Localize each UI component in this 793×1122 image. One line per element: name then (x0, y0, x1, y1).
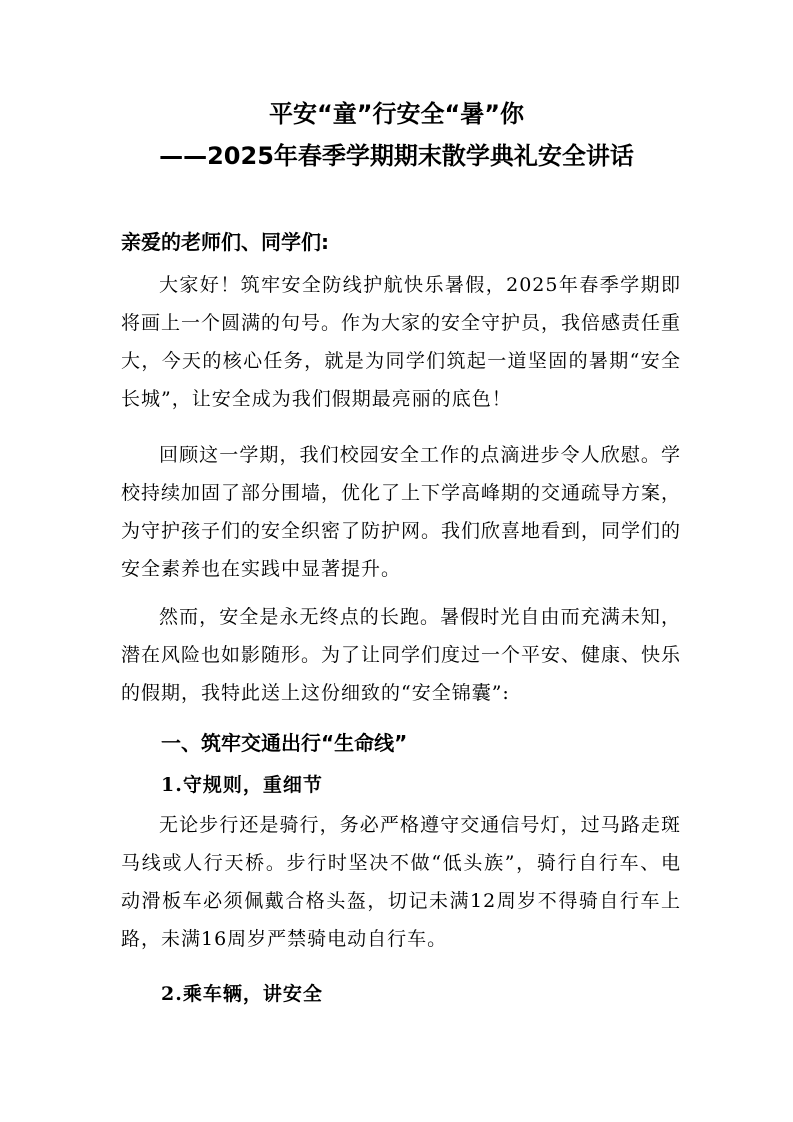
subheading: 2.乘车辆，讲安全 (161, 983, 323, 1005)
body-paragraph: 大家好！筑牢安全防线护航快乐暑假，2025年春季学期即将画上一个圆满的句号。作为大家的安全守护员，我倍感责任重大，今天的核心任务，就是为同学们筑起一道坚固的暑期“安全长城”，让安全成为我们假期最亮丽的底色！ (121, 274, 682, 410)
greeting: 亲爱的老师们、同学们: (121, 230, 329, 254)
section-heading: 一、筑牢交通出行“生命线” (161, 731, 408, 755)
subheading: 1.守规则，重细节 (161, 774, 323, 796)
body-paragraph: 然而，安全是永无终点的长跑。暑假时光自由而充满未知，潜在风险也如影随形。为了让同学们度过一个平安、健康、快乐的假期，我特此送上这份细致的“安全锦囊”: (121, 606, 682, 704)
body-paragraph: 回顾这一学期，我们校园安全工作的点滴进步令人欣慰。学校持续加固了部分围墙，优化了上下学高峰期的交通疏导方案，为守护孩子们的安全织密了防护网。我们欣喜地看到，同学们的安全素养也在实践中显著提升。 (121, 444, 682, 580)
body-paragraph: 无论步行还是骑行，务必严格遵守交通信号灯，过马路走斑马线或人行天桥。步行时坚决不做“低头族”，骑行自行车、电动滑板车必须佩戴合格头盔，切记未满12周岁不得骑自行车上路，未满16周岁严禁骑电动自行车。 (121, 814, 681, 950)
document-title: 平安“童”行安全“暑”你 (268, 100, 525, 128)
document-subtitle: ——2025年春季学期期末散学典礼安全讲话 (159, 142, 634, 170)
